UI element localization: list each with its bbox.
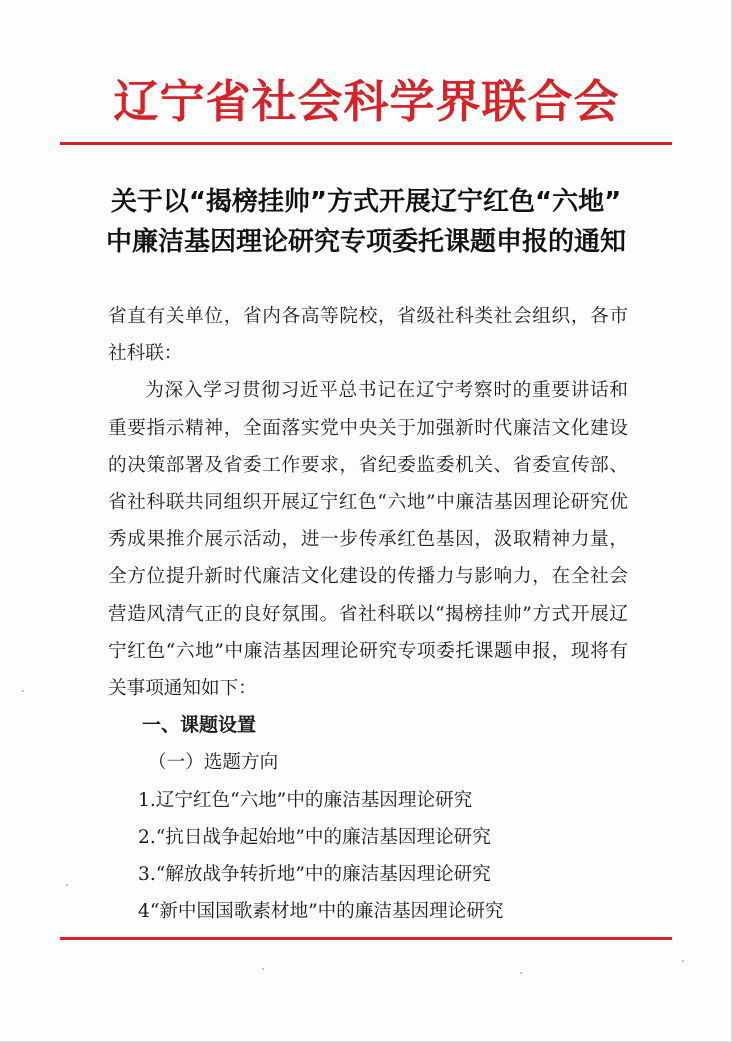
salutation: 省直有关单位，省内各高等院校，省级社科类社会组织，各市社科联： <box>108 306 628 365</box>
intro-paragraph: 为深入学习贯彻习近平总书记在辽宁考察时的重要讲话和重要指示精神，全面落实党中央关于加强新时代廉洁文化建设的决策部署及省委工作要求，省纪委监委机关、省委宣传部、省社科联共同组织开展辽宁红色“六地”中廉洁基因理论研究优秀成果推介展示活动，进一步传承红色基因，汲取精神力量，全方位提升新时代廉洁文化建设的传播力与影响力，在全社会营造风清气正的良好氛围。省社科联以“揭榜挂帅”方式开展辽宁红色“六地”中廉洁基因理论研究专项委托课题申报，现将有关事项通知如下： <box>108 380 628 700</box>
scan-speck <box>22 690 24 692</box>
notice-title-line-2: 中廉洁基因理论研究专项委托课题申报的通知 <box>105 227 626 257</box>
scan-speck <box>682 960 684 962</box>
scan-speck <box>520 972 522 974</box>
scan-speck <box>66 884 68 886</box>
topic-item-3: 3.“解放战争转折地”中的廉洁基因理论研究 <box>138 864 491 886</box>
topic-item-1: 1.辽宁红色“六地”中的廉洁基因理论研究 <box>138 789 473 811</box>
topic-item-2: 2.“抗日战争起始地”中的廉洁基因理论研究 <box>138 826 491 848</box>
subsection-heading: （一）选题方向 <box>148 752 279 774</box>
letterhead-red-rule <box>60 142 672 145</box>
footer-red-rule <box>60 937 672 940</box>
notice-body <box>108 298 628 930</box>
scan-speck <box>262 968 264 970</box>
letterhead-org-name: 辽宁省社会科学界联合会 <box>113 75 620 128</box>
notice-title-line-1: 关于以“揭榜挂帅”方式开展辽宁红色“六地” <box>110 187 622 217</box>
section-heading: 一、课题设置 <box>142 714 257 737</box>
notice-title <box>60 182 672 262</box>
topic-item-4: 4“新中国国歌素材地”中的廉洁基因理论研究 <box>138 901 504 923</box>
